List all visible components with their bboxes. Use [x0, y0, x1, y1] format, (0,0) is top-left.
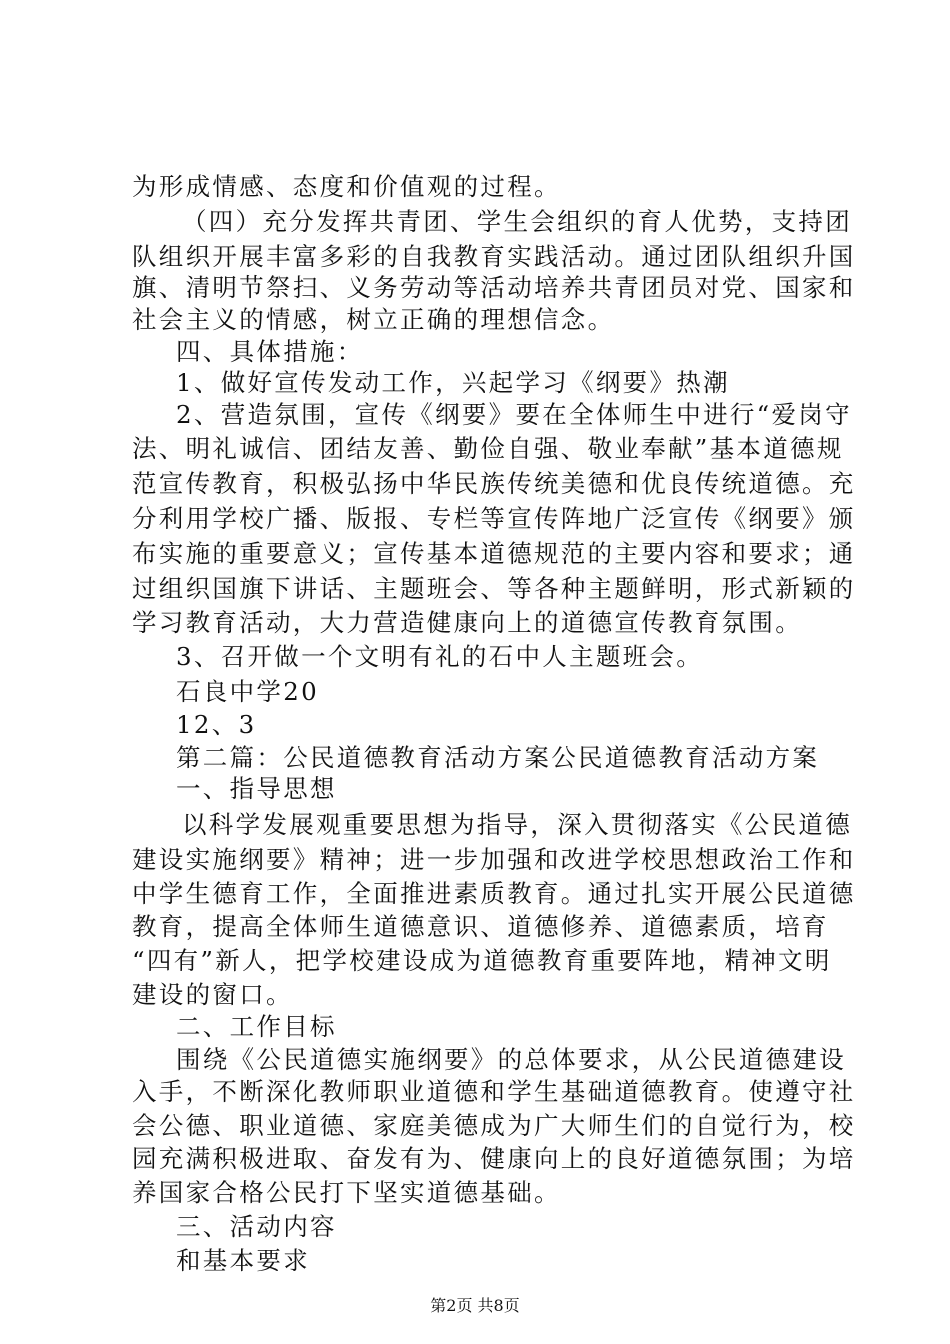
page-footer: 第2页 共8页	[430, 1296, 520, 1315]
section-heading: 三、活动内容	[176, 1212, 337, 1241]
section-heading: 二、工作目标	[176, 1012, 337, 1041]
paragraph-line: “四有”新人，把学校建设成为道德教育重要阵地，精神文明	[132, 946, 832, 975]
paragraph-line: 围绕《公民道德实施纲要》的总体要求，从公民道德建设	[176, 1045, 846, 1074]
paragraph-line: 1、做好宣传发动工作，兴起学习《纲要》热潮	[176, 368, 730, 397]
paragraph-line: 园充满积极进取、奋发有为、健康向上的良好道德氛围；为培	[132, 1144, 856, 1173]
paragraph-line: 会公德、职业道德、家庭美德成为广大师生们的自觉行为，校	[132, 1111, 856, 1140]
paragraph-line: 入手，不断深化教师职业道德和学生基础道德教育。使遵守社	[132, 1077, 856, 1106]
paragraph-line: 建设实施纲要》精神；进一步加强和改进学校思想政治工作和	[132, 845, 856, 874]
paragraph-line: 学习教育活动，大力营造健康向上的道德宣传教育氛围。	[132, 608, 802, 637]
paragraph-line: 社会主义的情感，树立正确的理想信念。	[132, 305, 615, 334]
paragraph-line: 和基本要求	[176, 1246, 310, 1275]
paragraph-line: 队组织开展丰富多彩的自我教育实践活动。通过团队组织升国	[132, 242, 856, 271]
section-heading: 四、具体措施：	[176, 337, 364, 366]
chapter-title: 第二篇：公民道德教育活动方案公民道德教育活动方案	[176, 743, 820, 772]
paragraph-line: 布实施的重要意义；宣传基本道德规范的主要内容和要求；通	[132, 539, 856, 568]
paragraph-line: 为形成情感、态度和价值观的过程。	[132, 172, 561, 201]
paragraph-line: 分利用学校广播、版报、专栏等宣传阵地广泛宣传《纲要》颁	[132, 504, 856, 533]
paragraph-line: 2、营造氛围，宣传《纲要》要在全体师生中进行“爱岗守	[176, 400, 852, 429]
paragraph-line: 教育，提高全体师生道德意识、道德修养、道德素质，培育	[132, 912, 829, 941]
paragraph-line: 范宣传教育，积极弘扬中华民族传统美德和优良传统道德。充	[132, 469, 856, 498]
paragraph-line: 法、明礼诚信、团结友善、勤俭自强、敬业奉献”基本道德规	[132, 434, 844, 463]
paragraph-line: 中学生德育工作，全面推进素质教育。通过扎实开展公民道德	[132, 879, 856, 908]
paragraph-line: 以科学发展观重要思想为指导，深入贯彻落实《公民道德	[182, 810, 852, 839]
date-line: 12、3	[176, 710, 257, 739]
paragraph-line: 建设的窗口。	[132, 980, 293, 1009]
paragraph-line: （四）充分发挥共青团、学生会组织的育人优势，支持团	[182, 207, 852, 236]
signature-line: 石良中学20	[176, 677, 319, 706]
paragraph-line: 3、召开做一个文明有礼的石中人主题班会。	[176, 642, 704, 671]
paragraph-line: 旗、清明节祭扫、义务劳动等活动培养共青团员对党、国家和	[132, 273, 856, 302]
section-heading: 一、指导思想	[176, 774, 337, 803]
paragraph-line: 养国家合格公民打下坚实道德基础。	[132, 1178, 561, 1207]
paragraph-line: 过组织国旗下讲话、主题班会、等各种主题鲜明，形式新颖的	[132, 574, 856, 603]
